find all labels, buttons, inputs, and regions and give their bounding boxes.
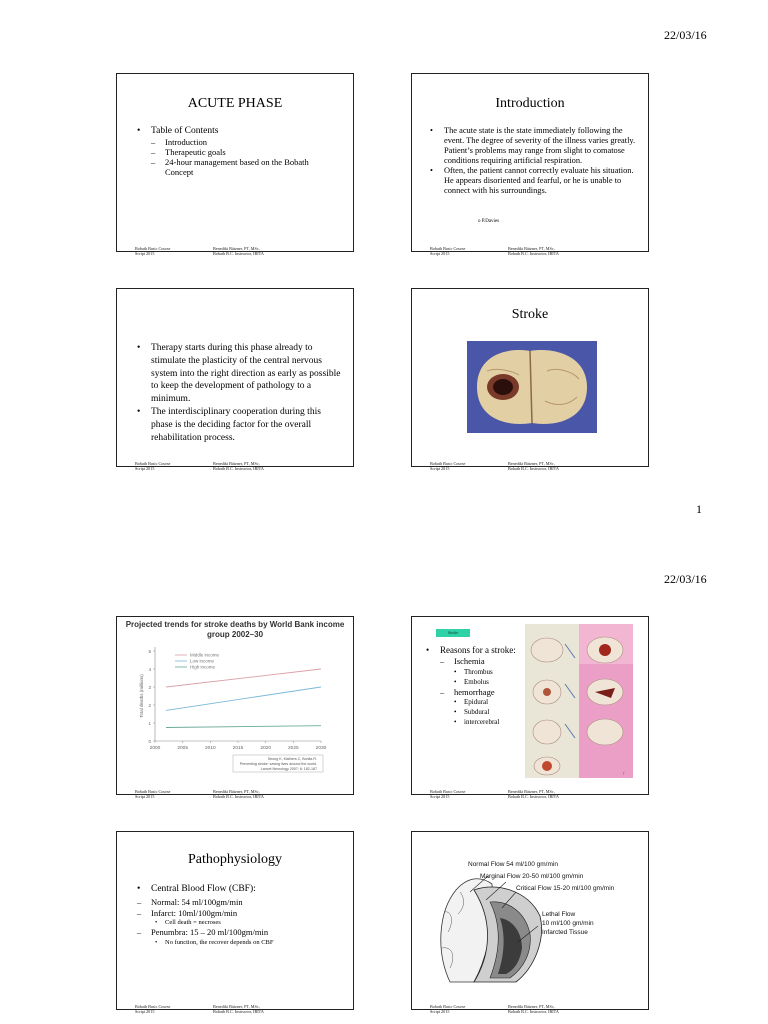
label-critical-flow: Critical Flow 15-20 ml/100 gm/min xyxy=(516,885,615,892)
list-item: • Therapy starts during this phase already to stimulate the plasticity of the central nervous system into the right direction as early as possible to keep the development of pathology to a minimum. xyxy=(137,342,342,406)
list-item: – Penumbra: 15 – 20 ml/100gm/min • No function, the recover depends on CBF xyxy=(137,927,347,947)
slide-acute-phase: ACUTE PHASE • Table of Contents – Introduction – Therapeutic goals – 24-hour management based on the Bobath Concept Bobath Basic Course Script 2015 Benedikt Bätzner, PT, MSc, Bobath B.C. Instructor, IBITA xyxy=(116,73,354,252)
list-item: • The interdisciplinary cooperation during this phase is the deciding factor for the overall rehabilitation process. xyxy=(137,406,342,444)
x-tick-label: 2010 xyxy=(204,746,216,751)
label-marginal-flow: Marginal Flow 20-50 ml/100 gm/min xyxy=(480,873,584,880)
label-normal-flow: Normal Flow 54 ml/100 gm/min xyxy=(468,861,558,868)
y-tick-label: 0 xyxy=(148,739,151,744)
list-item: • Epidural xyxy=(454,697,526,707)
list-item: • Central Blood Flow (CBF): xyxy=(137,884,347,895)
svg-text:/: / xyxy=(623,770,625,775)
legend-label: Middle income xyxy=(190,652,220,658)
y-tick-label: 5 xyxy=(148,649,151,654)
list-item: • The acute state is the state immediately following the event. The degree of severity of the illness varies greatly. Patient’s problems may range from slight to comatose conditions requiring artificial respiration. xyxy=(430,126,640,166)
chart-title: Projected trends for stroke deaths by World Bank income group 2002–30 xyxy=(125,620,345,639)
list-item: – Infarct: 10ml/100gm/min • Cell death = necroses xyxy=(137,908,347,928)
list-item: • Cell death = necroses xyxy=(155,918,347,927)
y-tick-label: 2 xyxy=(148,703,151,708)
stroke-types-illustration xyxy=(525,624,633,778)
slide-title: Pathophysiology xyxy=(187,852,283,867)
list-item: – Normal: 54 ml/100gm/min xyxy=(137,897,347,908)
slide-reasons: Stroke • Reasons for a stroke: – Ischemia • Thrombus • Embolus – hemorrhage • Epidural • Subdural • intercerebral / Bobath Basic Course Script 2015 Benedikt Bätzner, PT, MSc, Bobath B.C. Instructor, IBITA xyxy=(411,616,649,795)
slide-chart: Projected trends for stroke deaths by World Bank income group 2002–30 0 1 2 3 4 5 2000 2005 2010 2015 2020 2025 2030 Total deaths (millions) Middle income Low income High income Strong K, Mathers C, Bonita R. Preventing stroke: saving lives around the world. Lancet Neurology 2007; 6: 182-187 Bobath Basic Course Script 2015 Benedikt Bätzner, PT, MSc, Bobath B.C. Instructor, IBITA xyxy=(116,616,354,795)
slide-therapy: • Therapy starts during this phase already to stimulate the plasticity of the central nervous system into the right direction as early as possible to keep the development of pathology to a minimum. • The interdisciplinary cooperation during this phase is the deciding factor for the overall rehabilitation process. Bobath Basic Course Script 2015 Benedikt Bätzner, PT, MSc, Bobath B.C. Instructor, IBITA xyxy=(116,288,354,467)
attribution: o P.Davies xyxy=(478,219,500,224)
y-tick-label: 3 xyxy=(148,685,151,690)
annotation-line: Preventing stroke: saving lives around the world. xyxy=(239,762,317,766)
line-chart xyxy=(117,617,353,794)
x-tick-label: 2030 xyxy=(315,746,327,751)
series-line-low-income xyxy=(166,687,321,710)
list-item xyxy=(137,126,337,177)
toc-item: – Therapeutic goals xyxy=(151,147,337,157)
stroke-tag: Stroke xyxy=(436,629,470,637)
legend-label: Low income xyxy=(190,658,215,664)
slide-title: ACUTE PHASE xyxy=(187,96,283,111)
series-line-high-income xyxy=(166,726,321,728)
label-lethal-value: 10 ml/100 gm/min xyxy=(542,920,594,927)
slide-cbf-diagram: Normal Flow 54 ml/100 gm/min Marginal Flow 20-50 ml/100 gm/min Critical Flow 15-20 ml/100 gm/min Lethal Flow 10 ml/100 gm/min Infarcted Tissue Bobath Basic Course Script 2015 Benedikt Bätzner, PT, MSc, Bobath B.C. Instructor, IBITA xyxy=(411,831,649,1010)
list-item: – hemorrhage • Epidural • Subdural • intercerebral xyxy=(440,687,526,728)
page2-date: 22/03/16 xyxy=(664,572,707,586)
list-item: • Often, the patient cannot correctly evaluate his situation. He appears disoriented and fearful, or he is unable to connect with his surroundings. xyxy=(430,166,640,196)
slide-stroke: Stroke Bobath Basic Course Script 2015 Benedikt Bätzner, PT, MSc, Bobath B.C. Instructor, IBITA xyxy=(411,288,649,467)
x-tick-label: 2020 xyxy=(260,746,272,751)
x-tick-label: 2005 xyxy=(177,746,189,751)
toc-heading: Table of Contents xyxy=(151,126,219,136)
list-item: • Thrombus xyxy=(454,667,526,677)
y-tick-label: 4 xyxy=(148,667,151,672)
list-item: • Reasons for a stroke: – Ischemia • Thrombus • Embolus – hemorrhage • Epidural • Subdural • intercerebral xyxy=(426,645,526,727)
list-item: – Ischemia • Thrombus • Embolus xyxy=(440,656,526,687)
list-item: • No function, the recover depends on CBF xyxy=(155,938,347,947)
y-tick-label: 1 xyxy=(148,721,151,726)
slide-pathophysiology: Pathophysiology • Central Blood Flow (CBF): – Normal: 54 ml/100gm/min – Infarct: 10ml/100gm/min • Cell death = necroses – Penumbra: 15 – 20 ml/100gm/min • No function, the recover depends on CBF Bobath Basic Course Script 2015 Benedikt Bätzner, PT, MSc, Bobath B.C. Instructor, IBITA xyxy=(116,831,354,1010)
page-number: 1 xyxy=(696,502,702,516)
label-infarcted: Infarcted Tissue xyxy=(542,929,588,936)
annotation-line: Strong K, Mathers C, Bonita R. xyxy=(267,757,317,761)
brain-slice-image xyxy=(467,341,597,433)
x-tick-label: 2025 xyxy=(287,746,299,751)
list-item: • Subdural xyxy=(454,707,526,717)
series-line-middle-income xyxy=(166,669,321,687)
y-axis-label: Total deaths (millions) xyxy=(139,674,144,718)
slide-title: Stroke xyxy=(511,307,549,322)
label-lethal-flow: Lethal Flow xyxy=(542,911,576,918)
penumbra-diagram xyxy=(430,852,640,992)
toc-item: – Introduction xyxy=(151,137,337,147)
slide-introduction: Introduction • The acute state is the state immediately following the event. The degree of severity of the illness varies greatly. Patient’s problems may range from slight to comatose conditions requiring artificial respiration. • Often, the patient cannot correctly evaluate his situation. He appears disoriented and fearful, or he is unable to connect with his surroundings. o P.Davies Bobath Basic Course Script 2015 Benedikt Bätzner, PT, MSc, Bobath B.C. Instructor, IBITA xyxy=(411,73,649,252)
annotation-line: Lancet Neurology 2007; 6: 182-187 xyxy=(260,767,317,771)
x-tick-label: 2000 xyxy=(149,746,161,751)
page1-date: 22/03/16 xyxy=(664,28,707,42)
list-item: • Embolus xyxy=(454,677,526,687)
toc-item: – 24-hour management based on the Bobath Concept xyxy=(151,157,337,177)
legend-label: High income xyxy=(190,664,216,670)
list-item: • intercerebral xyxy=(454,717,526,727)
x-tick-label: 2015 xyxy=(232,746,244,751)
slide-title: Introduction xyxy=(495,96,565,111)
